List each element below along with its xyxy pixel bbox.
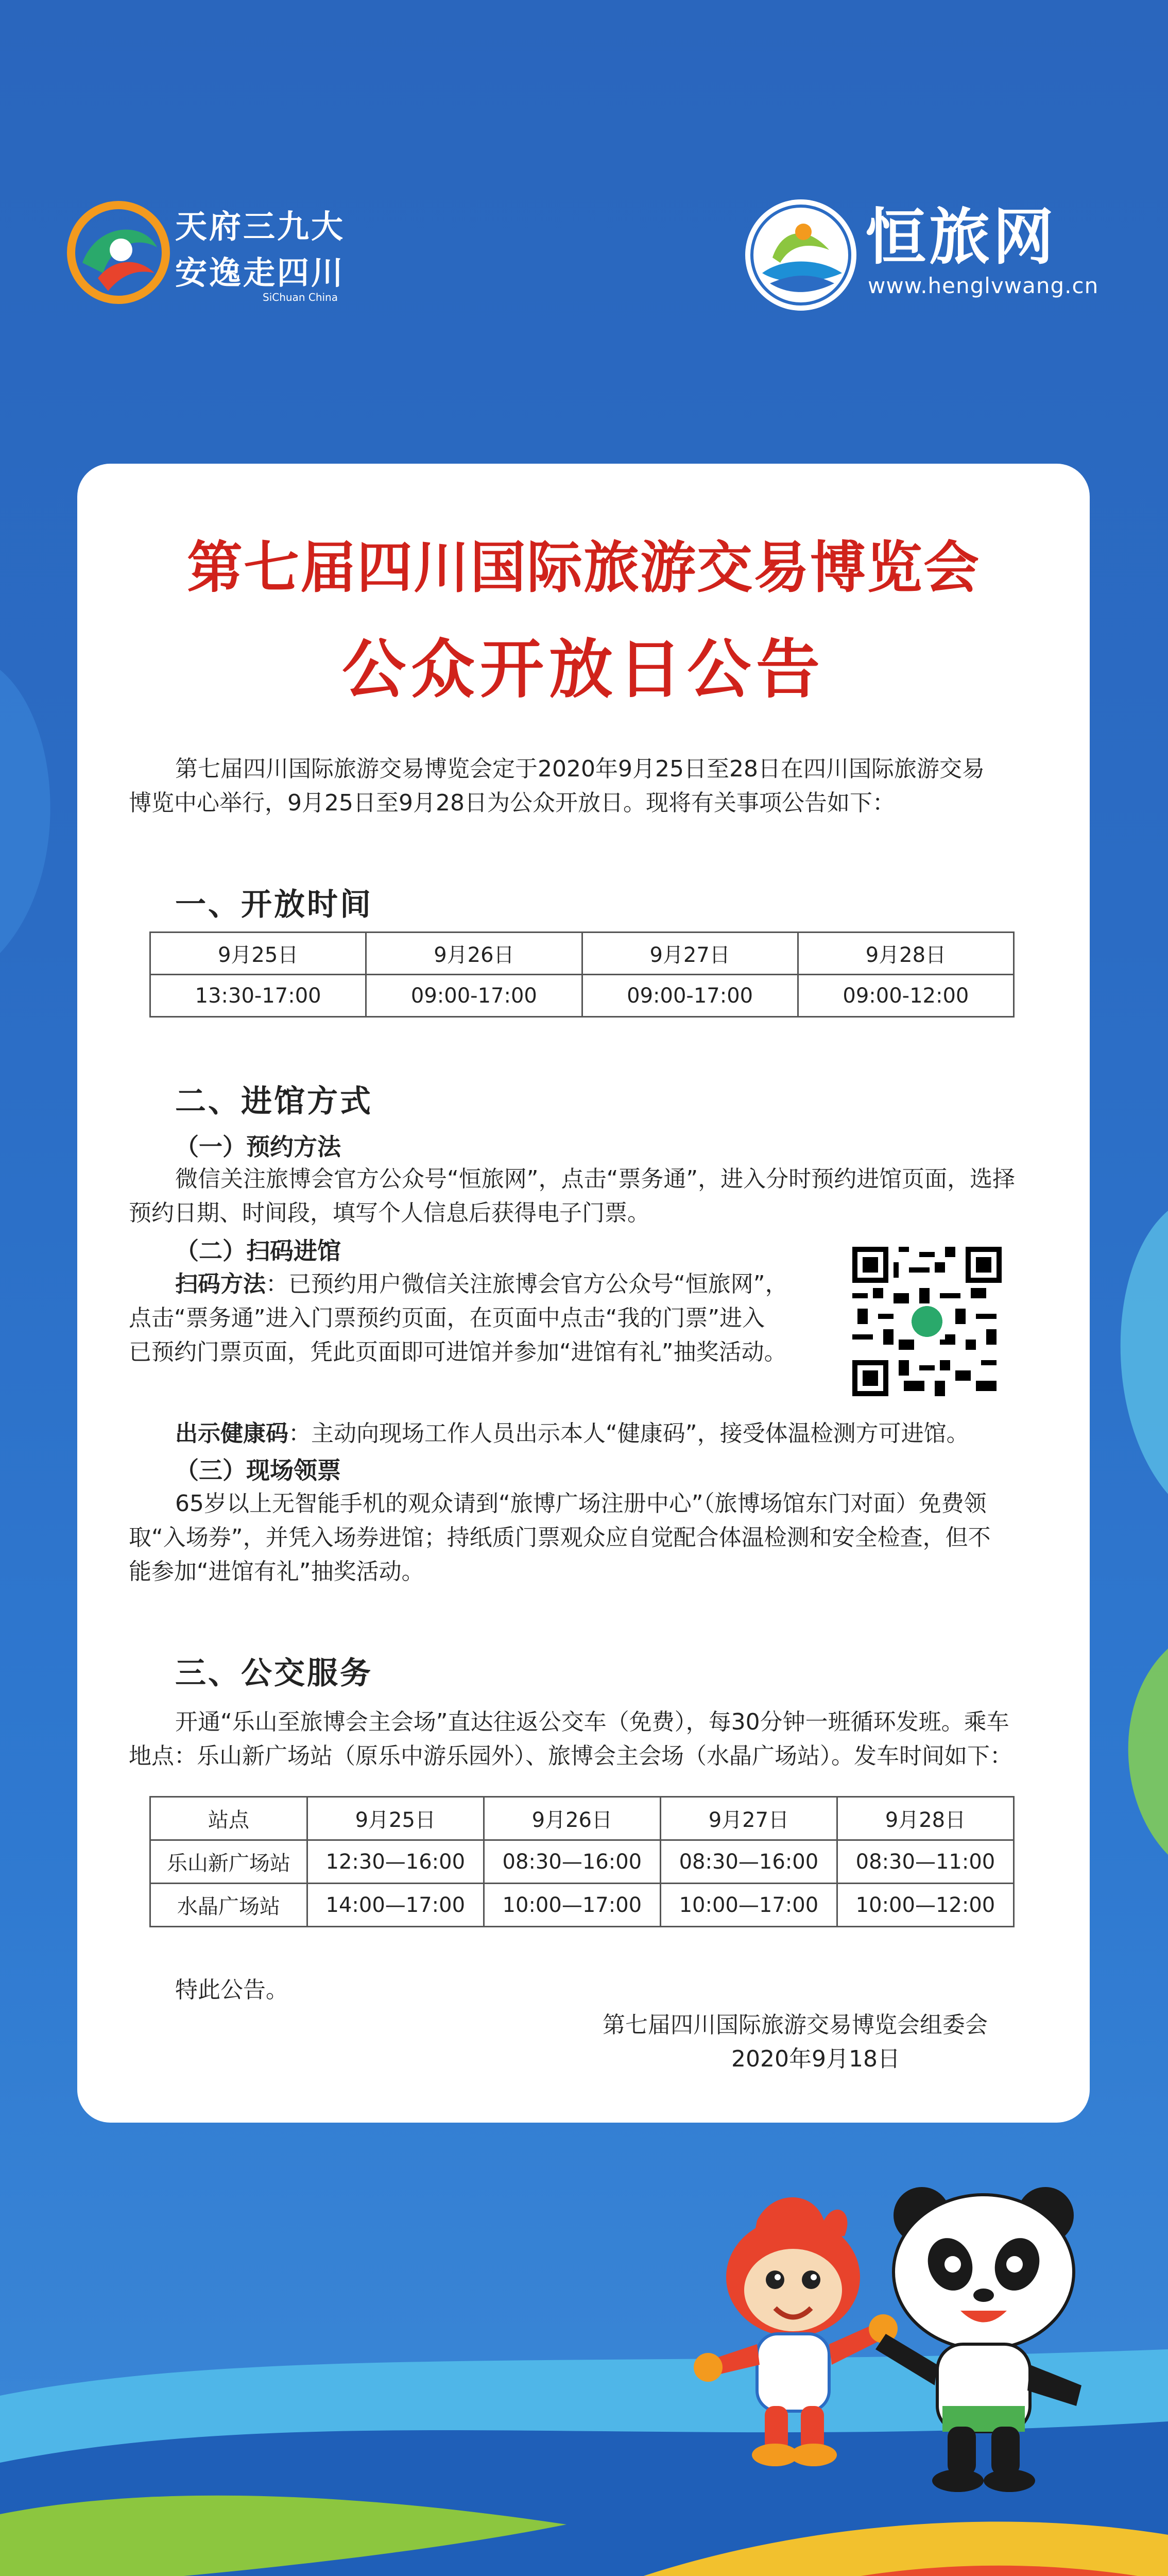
notice-title-line-2: 公众开放日公告 xyxy=(341,632,825,707)
health-code-line xyxy=(175,1417,969,1451)
scan-line-2: 点击“票务通”进入门票预约页面，在页面中点击“我的门票”进入 xyxy=(129,1305,765,1331)
sub-1-line-2: 预约日期、时间段，填写个人信息后获得电子门票。 xyxy=(129,1200,650,1226)
table-cell: 13:30-17:00 xyxy=(150,975,366,1017)
sub-3-line-1: 65岁以上无智能手机的观众请到“旅博广场注册中心”（旅博场馆东门对面）免费领 xyxy=(175,1490,987,1517)
closing-text: 特此公告。 xyxy=(175,1977,288,2003)
table-cell: 乐山新广场站 xyxy=(150,1840,307,1884)
table-header-cell: 9月28日 xyxy=(837,1797,1014,1840)
slogan-line-2: 安逸走四川 xyxy=(175,254,346,292)
slogan-subtitle: SiChuan China xyxy=(263,291,338,303)
bus-line-1: 开通“乐山至旅博会主会场”直达往返公交车（免费），每30分钟一班循环发班。乘车 xyxy=(175,1709,1009,1735)
scan-line-1 xyxy=(175,1267,788,1301)
slogan-line-1: 天府三九大 xyxy=(175,208,346,245)
section-1-heading: 一、开放时间 xyxy=(175,887,373,923)
scan-text: ：已预约用户微信关注旅博会官方公众号“恒旅网”， xyxy=(266,1271,788,1297)
table-cell: 09:00-12:00 xyxy=(798,975,1014,1017)
table-cell: 08:30—16:00 xyxy=(660,1840,837,1884)
panda-mascot-icon xyxy=(850,2179,1118,2499)
health-label: 出示健康码 xyxy=(175,1420,288,1447)
open-hours-table xyxy=(149,931,1015,1018)
table-header-cell: 9月26日 xyxy=(484,1797,660,1840)
intro-line-2: 博览中心举行，9月25日至9月28日为公众开放日。现将有关事项公告如下： xyxy=(129,790,895,816)
table-cell: 08:30—11:00 xyxy=(837,1840,1014,1884)
table-row xyxy=(150,1797,1014,1840)
notice-card xyxy=(77,464,1090,2123)
table-cell: 10:00—17:00 xyxy=(484,1884,660,1927)
notice-title-line-1: 第七届四川国际旅游交易博览会 xyxy=(186,535,980,600)
signature-org: 第七届四川国际旅游交易博览会组委会 xyxy=(603,2012,988,2038)
sub-3-line-2: 取“入场券”，并凭入场券进馆；持纸质门票观众应自觉配合体温检测和安全检查，但不 xyxy=(129,1524,991,1551)
table-row xyxy=(150,1884,1014,1927)
section-3-heading: 三、公交服务 xyxy=(175,1655,373,1691)
table-cell: 14:00—17:00 xyxy=(307,1884,484,1927)
table-row xyxy=(150,933,1014,975)
henglvwang-logo xyxy=(742,196,1112,314)
table-cell: 10:00—17:00 xyxy=(660,1884,837,1927)
table-cell: 9月28日 xyxy=(798,933,1014,975)
sub-1-line-1: 微信关注旅博会官方公众号“恒旅网”，点击“票务通”，进入分时预约进馆页面，选择 xyxy=(175,1166,1016,1192)
table-cell: 09:00-17:00 xyxy=(366,975,582,1017)
signature-date: 2020年9月18日 xyxy=(731,2046,900,2072)
table-header-cell: 站点 xyxy=(150,1797,307,1840)
sub-3-line-3: 能参加“进馆有礼”抽奖活动。 xyxy=(129,1558,424,1585)
intro-line-1: 第七届四川国际旅游交易博览会定于2020年9月25日至28日在四川国际旅游交易 xyxy=(175,756,985,782)
qr-code-icon xyxy=(852,1247,1002,1396)
brand-name: 恒旅网 xyxy=(865,201,1057,273)
table-cell: 9月25日 xyxy=(150,933,366,975)
table-row xyxy=(150,975,1014,1017)
sub-2-heading: （二）扫码进馆 xyxy=(175,1237,341,1265)
table-cell: 10:00—12:00 xyxy=(837,1884,1014,1927)
sichuan-tourism-logo xyxy=(67,196,355,309)
section-2-heading: 二、进馆方式 xyxy=(175,1083,373,1120)
sichuan-emblem-icon xyxy=(67,201,170,304)
sub-3-heading: （三）现场领票 xyxy=(175,1456,341,1484)
table-cell: 09:00-17:00 xyxy=(582,975,798,1017)
table-cell: 9月27日 xyxy=(582,933,798,975)
table-cell: 水晶广场站 xyxy=(150,1884,307,1927)
table-cell: 9月26日 xyxy=(366,933,582,975)
brand-url: www.henglvwang.cn xyxy=(868,273,1099,298)
scan-line-3: 已预约门票页面，凭此页面即可进馆并参加“进馆有礼”抽奖活动。 xyxy=(129,1339,787,1365)
sub-1-heading: （一）预约方法 xyxy=(175,1133,341,1161)
henglvwang-emblem-icon xyxy=(742,196,860,314)
table-cell: 12:30—16:00 xyxy=(307,1840,484,1884)
bus-line-2: 地点：乐山新广场站（原乐中游乐园外）、旅博会主会场（水晶广场站）。发车时间如下： xyxy=(129,1743,1012,1769)
health-text: ：主动向现场工作人员出示本人“健康码”，接受体温检测方可进馆。 xyxy=(288,1420,969,1447)
bus-schedule-table xyxy=(149,1796,1015,1927)
scan-label: 扫码方法 xyxy=(175,1271,266,1297)
table-row xyxy=(150,1840,1014,1884)
table-cell: 08:30—16:00 xyxy=(484,1840,660,1884)
table-header-cell: 9月25日 xyxy=(307,1797,484,1840)
table-header-cell: 9月27日 xyxy=(660,1797,837,1840)
